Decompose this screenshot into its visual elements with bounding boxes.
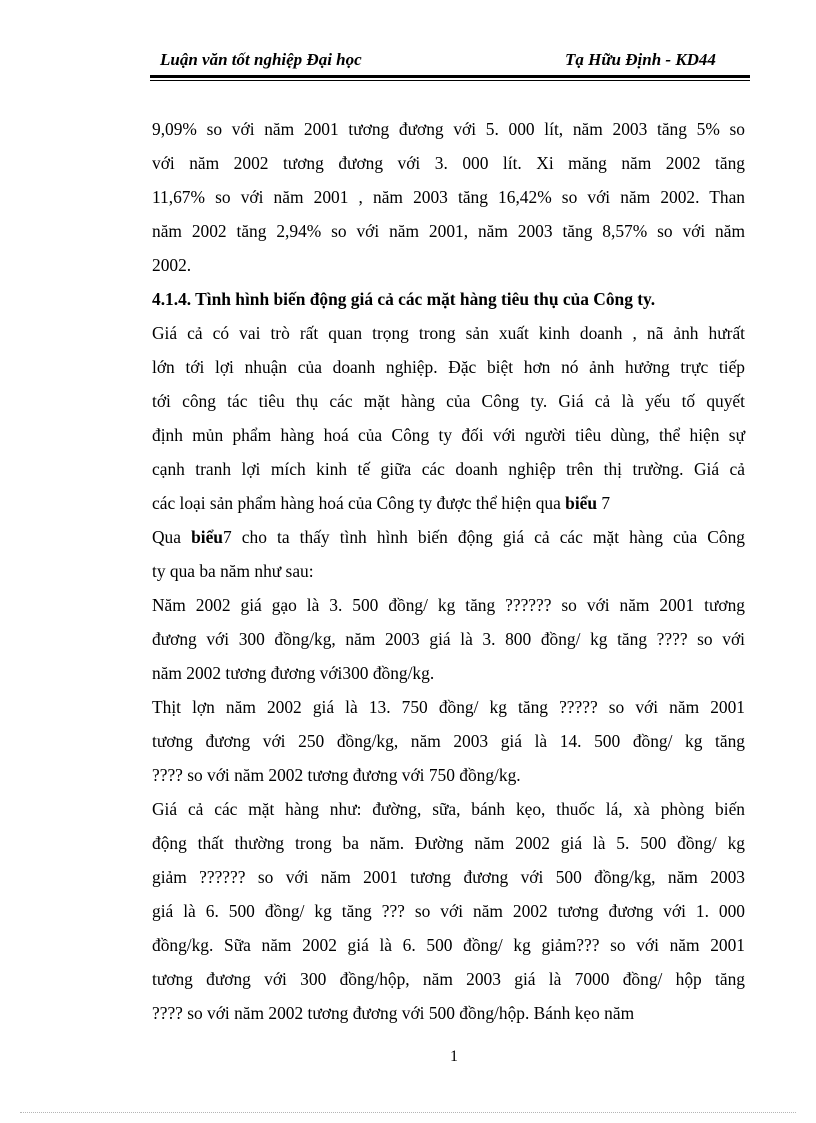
text-line: tương đương với 250 đồng/kg, năm 2003 giá là 14. 500 đồng/ kg tăng — [152, 731, 745, 751]
header-rule-thick — [150, 75, 750, 78]
text-line: 9,09% so với năm 2001 tương đương với 5. 000 lít, năm 2003 tăng 5% so — [152, 119, 745, 139]
text-line: tương đương với 300 đồng/hộp, năm 2003 giá là 7000 đồng/ hộp tăng — [152, 969, 745, 989]
page-boundary-divider — [20, 1112, 796, 1113]
text-line: đương với 300 đồng/kg, năm 2003 giá là 3. 800 đồng/ kg tăng ???? so với — [152, 629, 745, 649]
text-line — [152, 486, 745, 520]
text-segment: các loại sản phẩm hàng hoá của Công ty được thể hiện qua — [152, 493, 566, 513]
text-line: năm 2002 tăng 2,94% so với năm 2001, năm 2003 tăng 8,57% so với năm — [152, 221, 745, 241]
section-heading: 4.1.4. Tình hình biến động giá cả các mặt hàng tiêu thụ của Công ty. — [152, 289, 656, 309]
text-line: Năm 2002 giá gạo là 3. 500 đồng/ kg tăng ?????? so với năm 2001 tương — [152, 595, 745, 615]
page-header — [150, 40, 750, 80]
text-segment: 7 cho ta thấy tình hình biến động giá cả các mặt hàng của Công — [222, 527, 745, 547]
text-line: 11,67% so với năm 2001 , năm 2003 tăng 16,42% so với năm 2002. Than — [152, 187, 745, 207]
body-text — [152, 112, 745, 1030]
text-segment: Qua — [152, 527, 192, 547]
text-line: giá là 6. 500 đồng/ kg tăng ??? so với năm 2002 tương đương với 1. 000 — [152, 901, 745, 921]
text-line: động thất thường trong ba năm. Đường năm 2002 giá là 5. 500 đồng/ kg — [152, 833, 745, 853]
text-line: Thịt lợn năm 2002 giá là 13. 750 đồng/ kg tăng ????? so với năm 2001 — [152, 697, 745, 717]
text-line: lớn tới lợi nhuận của doanh nghiệp. Đặc biệt hơn nó ảnh hưởng trực tiếp — [152, 357, 745, 377]
text-line: Giá cả các mặt hàng như: đường, sữa, bánh kẹo, thuốc lá, xà phòng biến — [152, 799, 745, 819]
bold-reference: biểu — [191, 527, 223, 547]
text-line — [152, 520, 745, 554]
text-line: ???? so với năm 2002 tương đương với 500 đồng/hộp. Bánh kẹo năm — [152, 1003, 635, 1023]
text-line: năm 2002 tương đương với300 đồng/kg. — [152, 663, 435, 683]
text-line: cạnh tranh lợi mích kinh tế giữa các doanh nghiệp trên thị trường. Giá cả — [152, 459, 745, 479]
text-segment: 7 — [597, 493, 611, 513]
text-line: 2002. — [152, 255, 192, 275]
bold-reference: biểu — [565, 493, 598, 513]
text-line: tới công tác tiêu thụ các mặt hàng của Công ty. Giá cả là yếu tố quyết — [152, 391, 745, 411]
text-line: ???? so với năm 2002 tương đương với 750 đồng/kg. — [152, 765, 521, 785]
page-number: 1 — [450, 1048, 458, 1065]
text-line: ty qua ba năm như sau: — [152, 561, 314, 581]
text-line: Giá cả có vai trò rất quan trọng trong sản xuất kinh doanh , nã ảnh hưrất — [152, 323, 745, 343]
text-line: với năm 2002 tương đương với 3. 000 lít. Xi măng năm 2002 tăng — [152, 153, 745, 173]
header-rule-thin — [150, 80, 750, 81]
text-line: đồng/kg. Sữa năm 2002 giá là 6. 500 đồng/ kg giảm??? so với năm 2001 — [152, 935, 745, 955]
author-name: Tạ Hữu Định - KD44 — [565, 50, 716, 69]
text-line: định mủn phẩm hàng hoá của Công ty đối với người tiêu dùng, thể hiện sự — [152, 425, 745, 445]
text-line: giảm ?????? so với năm 2001 tương đương với 500 đồng/kg, năm 2003 — [152, 867, 745, 887]
thesis-title: Luận văn tốt nghiệp Đại học — [160, 50, 362, 69]
